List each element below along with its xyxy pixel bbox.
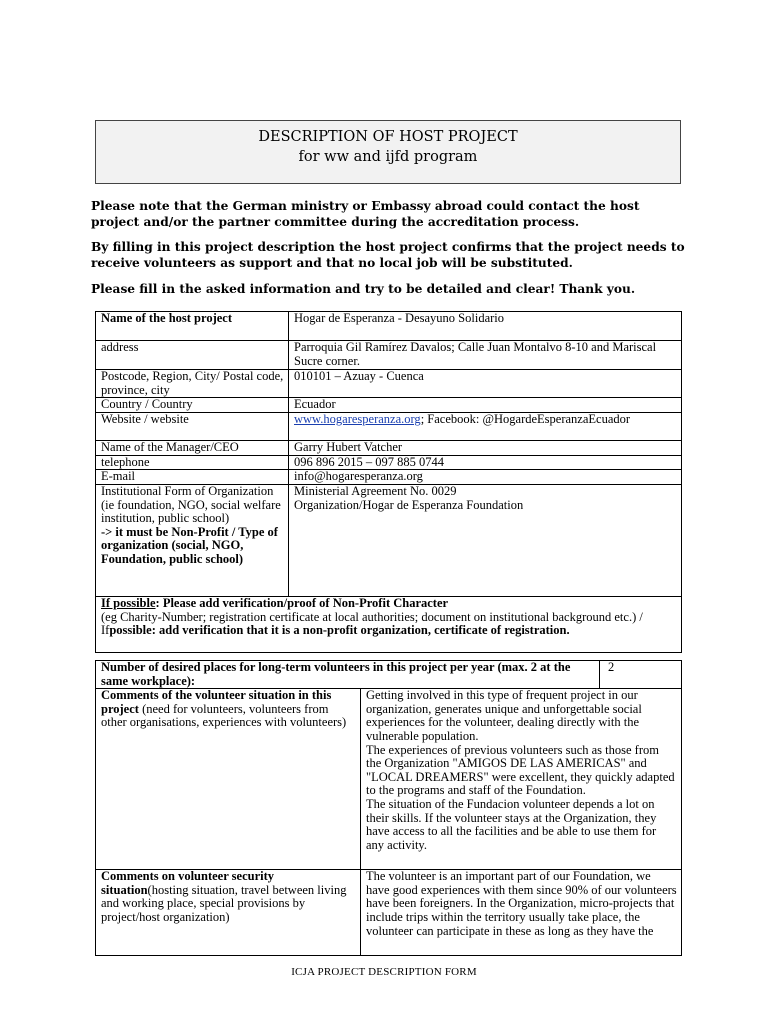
table-row [96,470,682,485]
telephone-value: 096 896 2015 – 097 885 0744 [289,455,682,470]
table-row [96,689,682,870]
postcode-value: 010101 – Azuay - Cuenca [289,370,682,398]
telephone-label: telephone [96,455,289,470]
email-value: info@hogaresperanza.org [289,470,682,485]
table-row [96,455,682,470]
institution-note: -> it must be Non-Profit / Type of organization (social, NGO, Foundation, public school) [101,524,278,566]
footer-text: ICJA PROJECT DESCRIPTION FORM [291,966,477,978]
table-row [96,441,682,456]
manager-value: Garry Hubert Vatcher [289,441,682,456]
email-label: E-mail [96,470,289,485]
country-value: Ecuador [289,398,682,413]
table-row [96,596,682,652]
intro-paragraph-3: Please fill in the asked information and try to be detailed and clear! Thank you. [91,282,636,296]
security-label: Comments on volunteer security situation(hosting situation, travel between living and working place, special provisions by project/host organization) [96,870,361,956]
places-label: Number of desired places for long-term volunteers in this project per year (max. 2 at the same workplace): [96,661,600,689]
intro-paragraph-1: Please note that the German ministry or Embassy abroad could contact the host project and/or the partner committee during the accreditation process. [91,199,640,229]
name-label: Name of the host project [96,312,289,341]
host-project-table [95,311,682,653]
institution-value: Ministerial Agreement No. 0029 Organization/Hogar de Esperanza Foundation [289,484,682,596]
table-row [96,370,682,398]
table-row [96,413,682,441]
volunteer-situation-table [95,660,682,956]
address-label: address [96,341,289,370]
table-row [96,341,682,370]
table-row [96,870,682,956]
website-link[interactable]: www.hogaresperanza.org [294,412,421,427]
country-label: Country / Country [96,398,289,413]
security-value: The volunteer is an important part of our Foundation, we have good experiences with them since 90% of our volunteers have been foreigners. In the Organization, micro-projects that include trips within the territory usually take place, the volunteer can participate in these as long as they have the [361,870,682,956]
postcode-label: Postcode, Region, City/ Postal code, province, city [96,370,289,398]
name-value: Hogar de Esperanza - Desayuno Solidario [289,312,682,341]
website-label: Website / website [96,413,289,441]
manager-label: Name of the Manager/CEO [96,441,289,456]
institution-label: Institutional Form of Organization (ie foundation, NGO, social welfare institution, public school) -> it must be Non-Profit / Type of organization (social, NGO, Foundation, public school) [96,484,289,596]
document-subtitle: for ww and ijfd program [298,149,478,165]
intro-paragraph-2: By filling in this project description the host project confirms that the project needs to receive volunteers as support and that no local job will be substituted. [91,240,685,270]
table-row [96,312,682,341]
title-box [95,120,681,184]
comments-value: Getting involved in this type of frequent project in our organization, generates unique and unforgettable social experiences for the volunteer, dealing directly with the vulnerable population. The experiences of previous volunteers such as those from the Organization "AMIGOS DE LAS AMERICAS" and "LOCAL DREAMERS" were excellent, they quickly adapted to the programs and staff of the Foundation. The situation of the Fundacion volunteer depends a lot on their skills. If the volunteer stays at the Organization, they have access to all the facilities and be able to use them for any activity. [361,689,682,870]
address-value: Parroquia Gil Ramírez Davalos; Calle Juan Montalvo 8-10 and Mariscal Sucre corner. [289,341,682,370]
table-row [96,661,682,689]
document-title: DESCRIPTION OF HOST PROJECT [258,129,518,145]
table-row [96,484,682,596]
comments-label: Comments of the volunteer situation in this project (need for volunteers, volunteers from other organisations, experiences with volunteers) [96,689,361,870]
places-value: 2 [600,661,682,689]
table-row [96,398,682,413]
verification-cell: If possible: Please add verification/proof of Non-Profit Character (eg Charity-Number; registration certificate at local authorities; document on institutional background etc.) / Ifpossible: add verification that it is a non-profit organization, certificate of registration. [96,596,682,652]
website-value: www.hogaresperanza.org; Facebook: @HogardeEsperanzaEcuador [289,413,682,441]
